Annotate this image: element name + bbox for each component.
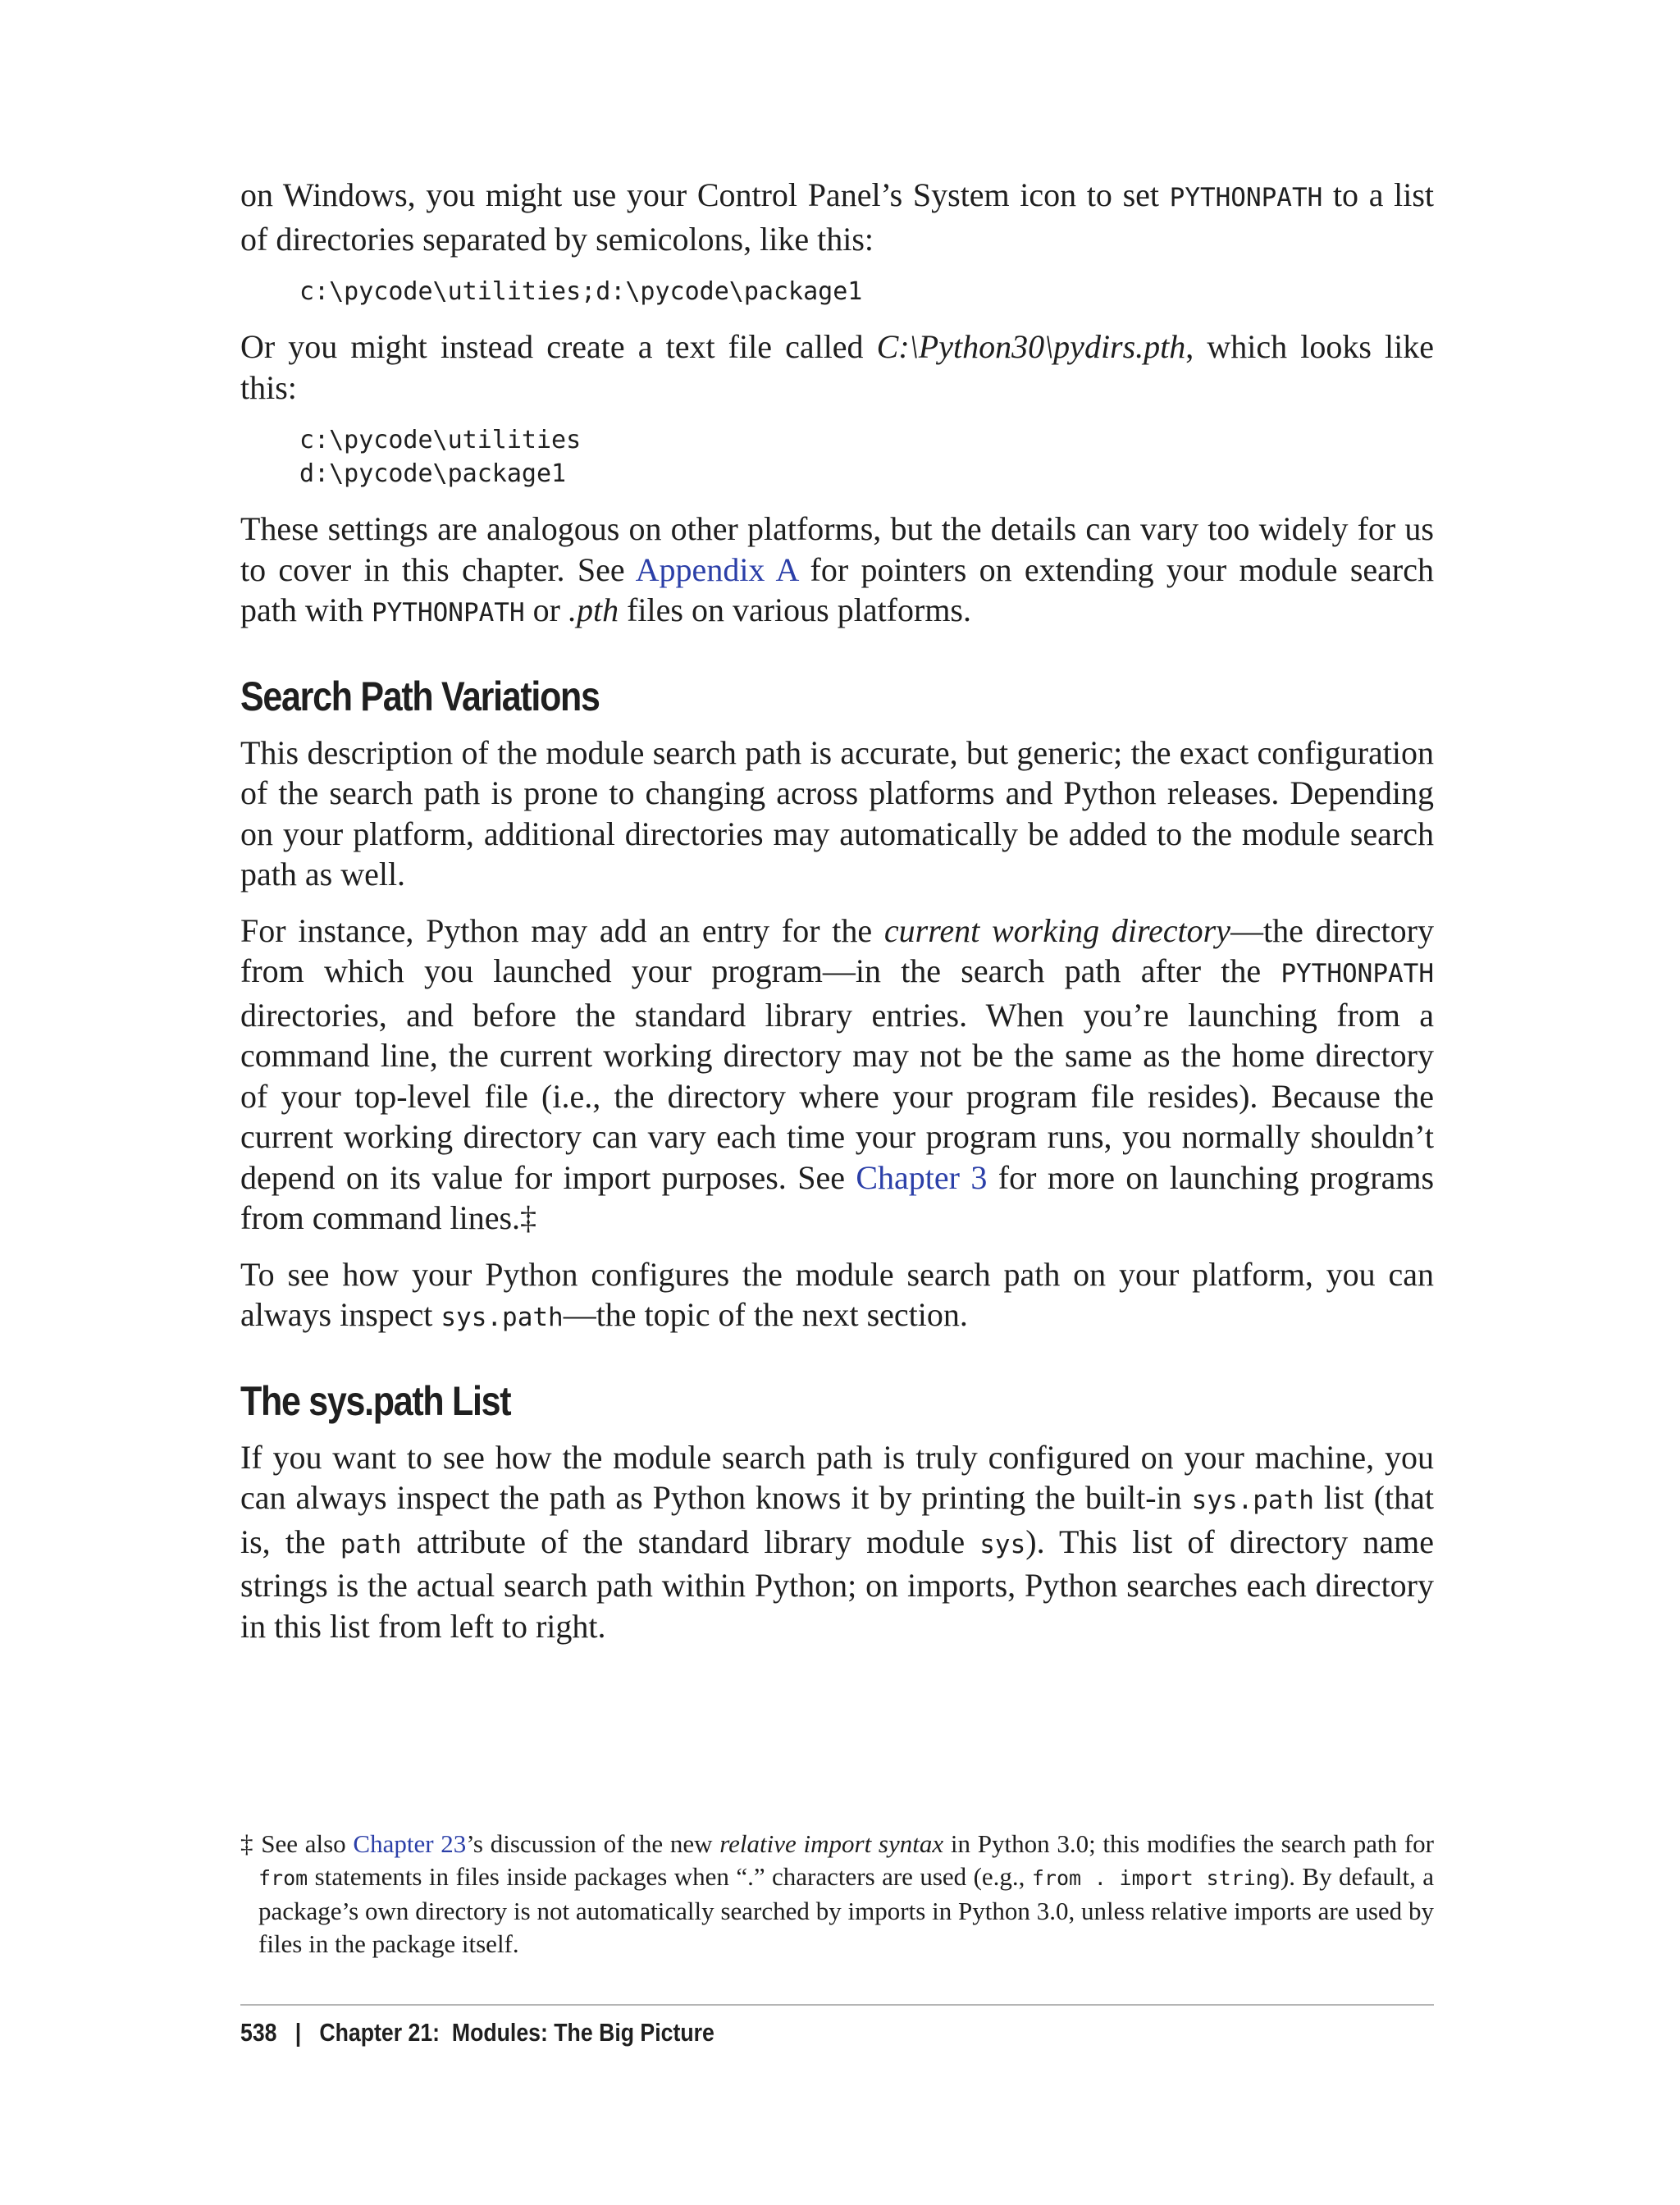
inline-code: sys.path	[1191, 1486, 1314, 1515]
link-appendix-a[interactable]: Appendix A	[635, 550, 798, 588]
code-block-pythonpath: c:\pycode\utilities;d:\pycode\package1	[299, 277, 863, 306]
text: or	[524, 591, 568, 628]
file-path: C:\Python30\pydirs.pth	[876, 328, 1186, 365]
text: ‡ See also	[240, 1829, 354, 1858]
text: If you want to see how the module search path is truly configured on your machine, you can always inspect the path as Python knows it by printing the built-in	[240, 1438, 1434, 1516]
emphasis: current working directory	[883, 911, 1230, 949]
text: in Python 3.0; this modifies the search path for	[943, 1829, 1434, 1858]
text: on Windows, you might use your Control Panel’s System icon to set	[240, 176, 1170, 213]
footnote	[240, 1828, 1434, 1961]
paragraph-inspect-sys-path	[240, 1254, 1434, 1339]
text: ’s discussion of the new	[466, 1829, 720, 1858]
text: ). By default, a package’s own directory is not automatically searched by imports in Python 3.0, unless relative imports are used by files in the package itself.	[258, 1862, 1435, 1958]
text: To see how your Python configures the module search path on your platform, you can always inspect	[240, 1255, 1434, 1333]
inline-code: PYTHONPATH	[371, 598, 525, 628]
text: , which looks like this:	[240, 328, 1434, 406]
inline-code: PYTHONPATH	[1169, 183, 1323, 212]
emphasis: relative import syntax	[719, 1829, 944, 1858]
heading-search-path-variations: Search Path Variations	[240, 673, 600, 719]
emphasis: .pth	[568, 591, 619, 628]
text: attribute of the standard library module	[401, 1522, 980, 1560]
text: These settings are analogous on other platforms, but the details can vary too widely for us to cover in this chapter. See	[240, 510, 1434, 588]
text: for more on launching programs from command lines.‡	[240, 1158, 1435, 1236]
text: For instance, Python may add an entry for the	[240, 911, 884, 949]
paragraph-search-path-description: This description of the module search path is accurate, but generic; the exact configuration of the search path is prone to changing across platforms and Python releases. Depending on your platform, additional directories may automatically be added to the module search path as well.	[240, 733, 1434, 892]
running-footer: 538 | Chapter 21: Modules: The Big Picture	[240, 2018, 714, 2047]
link-chapter-23[interactable]: Chapter 23	[353, 1829, 467, 1858]
paragraph-current-working-directory	[240, 911, 1434, 1239]
text: —the topic of the next section.	[563, 1296, 968, 1333]
code-block-pth-contents: c:\pycode\utilities d:\pycode\package1	[299, 426, 582, 488]
inline-code: sys.path	[441, 1303, 564, 1332]
text: to a list of directories separated by semicolons, like this:	[240, 176, 1434, 258]
inline-code: from . import string	[1031, 1866, 1281, 1890]
inline-code: path	[340, 1529, 402, 1559]
page-content	[240, 175, 1434, 1662]
text: statements in files inside packages when “.” characters are used (e.g.,	[308, 1862, 1032, 1891]
paragraph-pth-file	[240, 326, 1434, 408]
link-chapter-3[interactable]: Chapter 3	[856, 1158, 988, 1196]
inline-code: from	[258, 1866, 308, 1890]
heading-sys-path-list: The sys.path List	[240, 1377, 511, 1424]
paragraph-windows-pythonpath	[240, 175, 1434, 259]
text: Or you might instead create a text file called	[240, 328, 877, 365]
footer-divider	[240, 2004, 1434, 2006]
text: ). This list of directory name strings is the actual search path within Python; on imports, Python searches each directory in this list from left to right.	[240, 1522, 1434, 1645]
text: directories, and before the standard library entries. When you’re launching from a command line, the current working directory may not be the same as the home directory of your top-level file (i.e., the directory where your program file resides). Because the current working directory can vary each time your program runs, you normally shouldn’t depend on its value for import purposes. See	[240, 996, 1434, 1196]
inline-code: PYTHONPATH	[1281, 959, 1434, 988]
text: —the directory from which you launched your program—in the search path after the	[240, 911, 1434, 989]
text: files on various platforms.	[619, 591, 971, 628]
inline-code: sys	[979, 1529, 1026, 1559]
text: for pointers on extending your module search path with	[240, 550, 1434, 628]
paragraph-sys-path-list	[240, 1437, 1434, 1647]
text: list (that is, the	[240, 1479, 1434, 1560]
footnote-text	[240, 1828, 1434, 1961]
paragraph-platform-settings	[240, 509, 1434, 634]
